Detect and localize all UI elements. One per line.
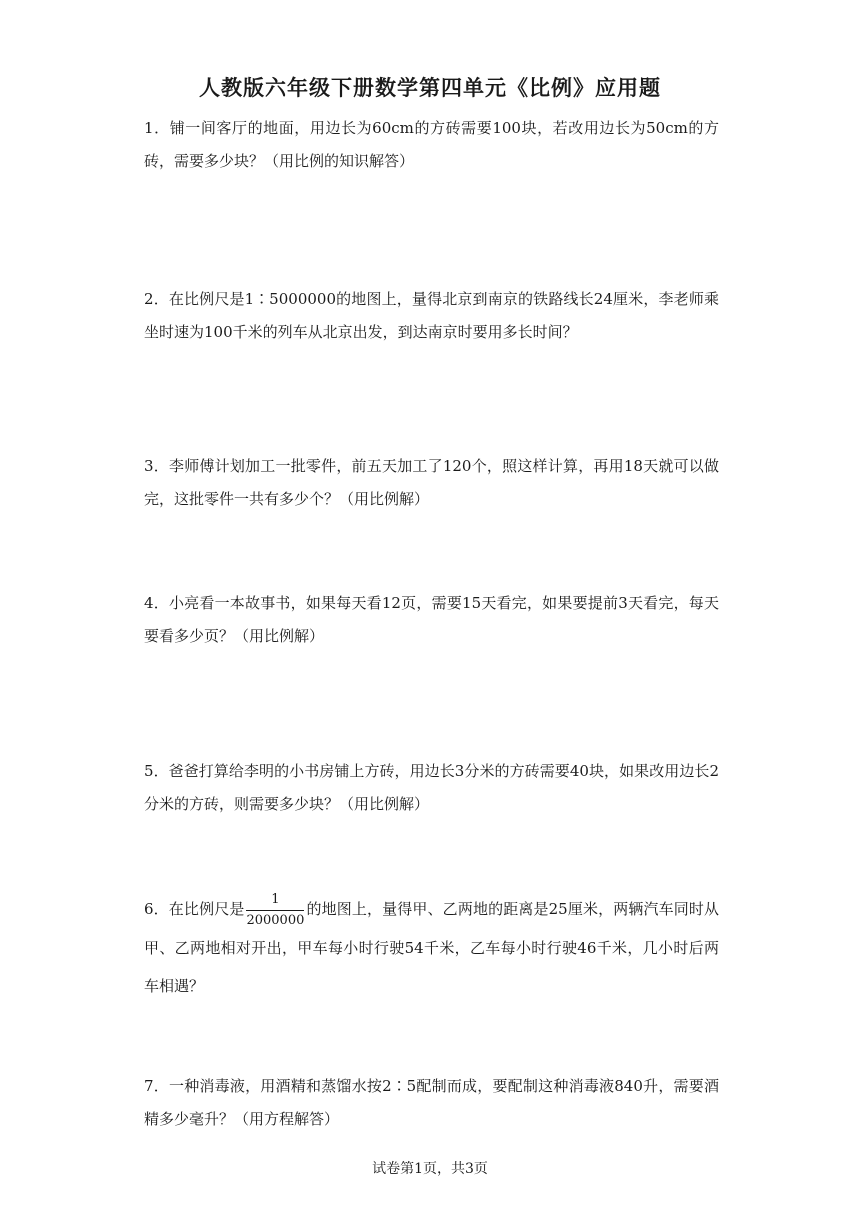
question-6-suffix: 的地图上，量得甲、乙两地的距离是25厘米，两辆汽车同时从甲、乙两地相对开出，甲车每小时行驶54千米，乙车每小时行驶46千米，几小时后两车相遇？	[144, 900, 720, 995]
page-footer: 试卷第1页，共3页	[372, 1161, 488, 1177]
question-6	[144, 890, 719, 1005]
fraction-numerator: 1	[246, 892, 304, 911]
question-4: 4．小亮看一本故事书，如果每天看12页，需要15天看完，如果要提前3天看完，每天要看多少页？（用比例解）	[144, 594, 719, 645]
question-2: 2．在比例尺是1∶5000000的地图上，量得北京到南京的铁路线长24厘米，李老师乘坐时速为100千米的列车从北京出发，到达南京时要用多长时间？	[144, 290, 719, 341]
page-title: 人教版六年级下册数学第四单元《比例》应用题	[199, 76, 661, 100]
question-1: 1．铺一间客厅的地面，用边长为60cm的方砖需要100块，若改用边长为50cm的方砖，需要多少块？（用比例的知识解答）	[144, 119, 719, 170]
question-7: 7．一种消毒液，用酒精和蒸馏水按2∶5配制而成，要配制这种消毒液840升，需要酒精多少毫升？（用方程解答）	[144, 1077, 719, 1128]
fraction-denominator: 2000000	[246, 912, 305, 928]
question-5: 5．爸爸打算给李明的小书房铺上方砖，用边长3分米的方砖需要40块，如果改用边长2分米的方砖，则需要多少块？（用比例解）	[144, 762, 719, 813]
question-3: 3．李师傅计划加工一批零件，前五天加工了120个，照这样计算，再用18天就可以做完，这批零件一共有多少个？（用比例解）	[144, 457, 719, 508]
scale-fraction	[246, 892, 304, 929]
question-6-prefix: 6．在比例尺是	[144, 900, 245, 918]
